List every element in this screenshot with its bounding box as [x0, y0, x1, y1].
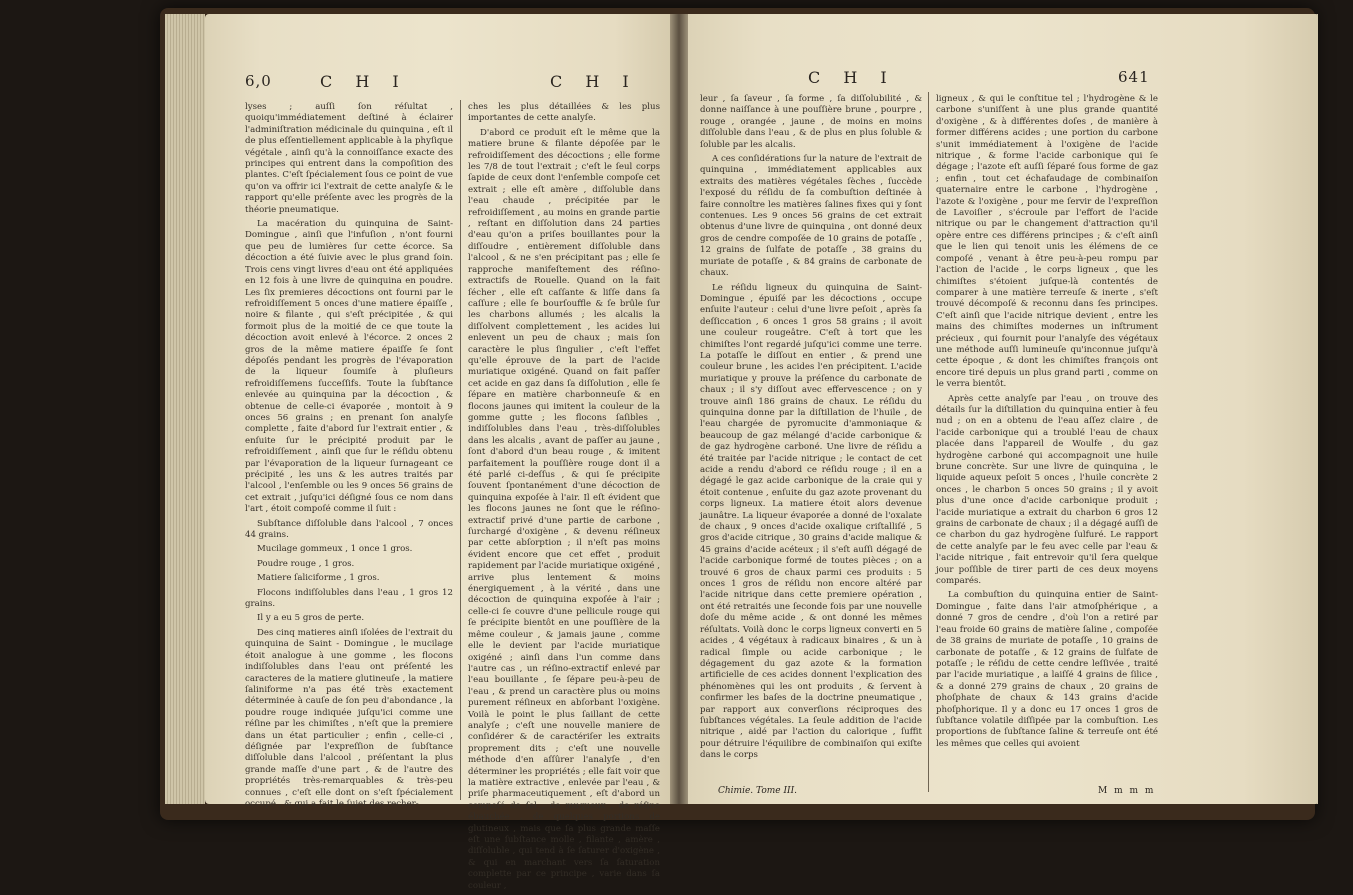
- right-running-head: C H I: [808, 68, 896, 87]
- right-column-2: [936, 94, 1158, 753]
- paragraph: Le réſidu ligneux du quinquina de Saint-Domingue , épuiſé par les décoctions , occupe enſuite l'auteur : celui d'une livre peſoit , après ſa deſſiccation , 6 onces 1 gros 58 grains ; il avoit une couleur rougeâtre. C'eſt à tort que les chimiſtes l'ont regardé juſqu'ici comme une terre. La potaſſe le diſſout en entier , & prend une couleur brune , les acides l'en précipitent. L'acide muriatique y prouve la préſence du carbonate de chaux ; il s'y diſſout avec effervescence ; on y trouve ainſi 186 grains de chaux. Le réſidu du quinquina donne par la diſtillation de l'huile , de l'eau chargée de pyromucite d'ammoniaque & beaucoup de gaz mélangé d'acide carbonique & de gaz hydrogène carboné. Une livre de réſidu a été traitée par l'acide nitrique ; le contact de cet acide a rendu d'abord ce réſidu rouge ; il en a dégagé le gaz acide carbonique de la craie qui y étoit contenue , enſuite du gaz azote provenant du corps ligneux. La matiere étoit alors devenue jaunâtre. La liqueur évaporée a donné de l'oxalate de chaux , 9 onces d'acide oxalique criſtalliſé , 5 gros d'acide citrique , 30 grains d'acide malique & 45 grains d'acide acéteux ; il s'eſt auſſi dégagé de l'acide carbonique formé de toutes pièces ; on a trouvé 6 gros de chaux parmi ces produits : 5 onces 1 gros de réſidu non encore altéré par l'acide nitrique dans cette premiere opération , ont été retraités une ſeconde fois par une nouvelle doſe du même acide , & ont donné les mêmes réſultats. Voilà donc le corps ligneux converti en 5 acides , 4 végétaux à radicaux binaires , & un à radical ſimple ou acide carbonique ; le dégagement du gaz azote & la formation artificielle de ces acides donnent l'explication des phénomènes qui les ont produits , & ſervent à confirmer les baſes de la doctrine pneumatique , par rapport aux converſions réciproques des ſubſtances végétales. La ſeule addition de l'acide nitrique , aidé par l'action du calorique , ſuffit pour détruire l'équilibre de combinaiſon qui exiſte dans le corps: [700, 282, 922, 761]
- page-footer: Chimie. Tome III.: [718, 786, 797, 796]
- center-running-head: C H I: [550, 72, 638, 91]
- list-item: Poudre rouge , 1 gros.: [257, 558, 355, 569]
- signature-mark: M m m m: [1098, 786, 1156, 796]
- left-running-head: C H I: [320, 72, 408, 91]
- paragraph: Des cinq matieres ainſi iſolées de l'extrait du quinquina de Saint - Domingue , le mucilage étoit analogue à une gomme , les flocons indiſſolubles dans l'eau ont préſenté les caracteres de la matiere glutineuſe , la matiere ſaliniforme n'a pas été très exactement déterminée à cauſe de ſon peu d'abondance , la poudre rouge indiquée juſqu'ici comme une réſine par les chimiſtes , n'eſt que la premiere dans un état particulier ; enfin , celle-ci , déſignée par l'expreſſion de ſubſtance diſſoluble dans l'alcool , préſentant la plus grande maſſe d'une part , & de l'autre des propriétés très-remarquables & très-peu connues , c'eſt elle dont on s'eſt ſpécialement occupé , & qui a fait le ſujet des recher-: [245, 627, 453, 809]
- list-item: Il y a eu 5 gros de perte.: [257, 613, 365, 624]
- paragraph: leur , ſa ſaveur , ſa forme , ſa diſſolubilité , & donne naiſſance à une pouſſière brune , pourpre , rouge , orangée , jaune , de moins en moins diſſoluble dans l'eau , & de plus en plus ſoluble & ſoluble par les alcalis.: [700, 94, 922, 150]
- paragraph: ligneux , & qui le conſtitue tel ; l'hydrogène & le carbone s'uniſſent à une plus grande quantité d'oxigène , & à différentes doſes , de manière à former différens acides ; une portion du carbone s'unit immédiatement à l'oxigène de l'acide nitrique , & forme l'acide carbonique qui ſe dégage ; l'azote eſt auſſi ſéparé ſous forme de gaz ; enfin , tout cet échafaudage de combinaiſon quaternaire entre le carbone , l'hydrogène , l'azote & l'oxigène , pour me ſervir de l'expreſſion de Lavoiſier , s'écroule par l'effort de l'acide nitrique ou par le changement d'attraction qu'il opère entre ces différens principes ; & c'eſt ainſi que le lien qui tenoit unis les élémens de ce compoſé , venant à être peu-à-peu rompu par l'action de l'acide , le corps ligneux , que les chimiſtes s'étoient juſque-là contentés de comparer à une matière terreuſe & inerte , s'eſt trouvé décompoſé & reconnu dans ſes principes. C'eſt ainſi que l'acide nitrique devient , entre les mains des chimiſtes modernes un inſtrument précieux , qui fournit pour l'analyſe des végétaux une méthode auſſi lumineuſe qu'inconnue juſqu'à cette époque , & dont les chimiſtes françois ont encore tiré depuis un plus grand parti , comme on le verra bientôt.: [936, 94, 1158, 390]
- paragraph: Après cette analyſe par l'eau , on trouve des détails ſur la diſtillation du quinquina entier à feu nud ; on en a obtenu de l'eau aſſez claire , de l'acide carbonique qui a troublé l'eau de chaux placée dans l'appareil de Woulfe , du gaz hydrogène carboné qui accompagnoit une huile brune concrète. Sur une livre de quinquina , le liquide aqueux peſoit 5 onces , l'huile concrète 2 onces , le charbon 5 onces 50 grains ; il y avoit plus d'une once d'acide carbonique produit ; l'acide muriatique a extrait du charbon 6 gros 12 grains de carbonate de chaux ; il a dégagé auſſi de ce charbon du gaz hydrogène ſulfuré. Le rapport de cette analyſe par le feu avec celle par l'eau & l'acide nitrique , fait entrevoir qu'il ſera quelque jour poſſible de tirer parti de ces deux moyens comparés.: [936, 393, 1158, 587]
- left-column-2: [468, 102, 660, 895]
- list-item: Mucilage gommeux , 1 once 1 gros.: [257, 544, 413, 555]
- list-item: Matiere ſaliciforme , 1 gros.: [257, 573, 380, 584]
- right-page-number: 641: [1118, 68, 1150, 86]
- list-item: Flocons indiſſolubles dans l'eau , 1 gros 12 grains.: [245, 587, 453, 610]
- right-column-1: [700, 94, 922, 765]
- paragraph: lyses ; auſſi ſon réſultat , quoiqu'immédiatement deſtiné à éclairer l'adminiſtration médicinale du quinquina , eſt il de plus eſſentiellement applicable à la phyſique végétale , ainſi qu'à la connoiſſance exacte des principes qui entrent dans la compoſition des plantes. C'eſt ſpécialement ſous ce point de vue qu'on va offrir ici l'extrait de cette analyſe & le rapport qu'elle préſente avec les progrès de la théorie pneumatique.: [245, 102, 453, 215]
- column-divider: [460, 100, 461, 800]
- page-edges-left: [165, 14, 205, 804]
- column-divider: [928, 92, 929, 792]
- paragraph: D'abord ce produit eſt le même que la matiere brune & filante dépoſée par le refroidiſſement des décoctions ; elle forme les 7/8 de tout l'extrait ; c'eſt le ſeul corps ſapide de ceux dont l'enſemble compoſe cet extrait ; elle eſt amère , diſſoluble dans l'eau chaude , précipitée par le refroidiſſement , au moins en grande partie , reſtant en diſſolution dans 24 parties d'eau qu'on a priſes bouillantes pour la diſſoudre , entièrement diſſoluble dans l'alcool , & ne s'en précipitant pas ; elle ſe rapproche manifeſtement des réſino-extractifs de Rouelle. Quand on la fait ſécher , elle eſt caſſante & liſſe dans ſa caſſure ; elle ſe bourſouffle & ſe brûle ſur les charbons allumés ; les alcalis la diſſolvent complettement , les acides lui enlevent un peu de chaux ; mais ſon caractère le plus ſingulier , c'eſt l'effet qu'elle éprouve de la part de l'acide muriatique oxigéné. Quand on fait paſſer cet acide en gaz dans ſa diſſolution , elle ſe ſépare en matière charbonneuſe & en flocons jaunes qui imitent la couleur de la gomme gutte ; les flocons ſaſibles , indiſſolubles dans l'eau , très-diſſolubles dans les alcalis , avant de paſſer au jaune , ſont d'abord d'un beau rouge , & imitent parfaitement la pouſſière rouge dont il a été parlé ci-deſſus , & qui ſe précipite ſouvent ſpontanément d'une décoction de quinquina expoſée à l'air. Il eſt évident que les flocons jaunes ne ſont que le réſino-extractif privé d'une partie de carbone , ſurchargé d'oxigène , & devenu réſineux par cette abſorption ; il n'eſt pas moins évident encore que cet effet , produit rapidement par l'acide muriatique oxigéné , arrive plus lentement & moins énergiquement , à la vérité , dans une décoction de quinquina expoſée à l'air ; celle-ci ſe couvre d'une pellicule rouge qui ſe précipite bientôt en une pouſſière de la même couleur , & jamais jaune , comme elle le devient par l'acide muriatique oxigéné ; ainſi dans l'un comme dans l'autre cas , un réſino-extractif enlevé par l'eau bouillante , ſe ſépare peu-à-peu de l'eau , & prend un caractère plus ou moins purement réſineux en abſorbant l'oxigène. Voilà le point le plus ſaillant de cette analyſe ; c'eſt une nouvelle maniere de conſidérer & de caractériſer les extraits proprement dits ; c'eſt une nouvelle méthode d'en aſſûrer l'analyſe , d'en déterminer les propriétés ; elle fait voir que la matière extractive , enlevée par l'eau , & priſe pharmaceutiquement , eſt d'abord un compoſé de ſel , de muqueux , de réſine ébauchée , de quelques portions de glutineux , mais que ſa plus grande maſſe eſt une ſubſtance molle , filante , amère , diſſoluble , qui tend à ſe ſaturer d'oxigène , & qui en marchant vers ſa ſaturation complette par ce principe , varie dans ſa couleur ,: [468, 127, 660, 891]
- paragraph: ches les plus détaillées & les plus importantes de cette analyſe.: [468, 102, 660, 124]
- list-item: Subſtance diſſoluble dans l'alcool , 7 onces 44 grains.: [245, 518, 453, 541]
- paragraph: A ces conſidérations ſur la nature de l'extrait de quinquina , immédiatement applicables aux extraits des matières végétales ſèches , ſuccède l'exposé du réſidu de ſa combuſtion deſtinée à faire connoître les matières ſalines fixes qui y ſont contenues. Les 9 onces 56 grains de cet extrait obtenus d'une livre de quinquina , ont donné deux gros de cendre compoſée de 10 grains de potaſſe , 12 grains de ſulfate de potaſſe , 38 grains du muriate de potaſſe , & 84 grains de carbonate de chaux.: [700, 154, 922, 279]
- left-column-1: [245, 102, 453, 813]
- book-gutter: [670, 14, 688, 804]
- paragraph: La combuſtion du quinquina entier de Saint-Domingue , faite dans l'air atmoſphérique , a donné 7 gros de cendre , d'où l'on a retiré par l'eau froide 60 grains de matière ſaline , compoſée de 38 grains de muriate de potaſſe , 10 grains de carbonate de potaſſe , & 12 grains de ſulfate de potaſſe ; le réſidu de cette cendre leſſivée , traité par l'acide muriatique , a laiſſé 4 grains de ſilice , & a donné 279 grains de chaux , 20 grains de phoſphate de chaux & 143 grains d'acide phoſphorique. Il y a donc eu 17 onces 1 gros de ſubſtance volatile diſſipée par la combuſtion. Les proportions de ſubſtance ſaline & terreuſe ont été les mêmes que celles qui avoient: [936, 590, 1158, 749]
- paragraph: La macération du quinquina de Saint-Domingue , ainſi que l'infuſion , n'ont fourni que peu de lumières ſur cette écorce. Sa décoction a été ſuivie avec le plus grand ſoin. Trois cens vingt livres d'eau ont été appliquées en 12 fois à une livre de quinquina en poudre. Les ſix premieres décoctions ont fourni par le refroidiſſement 5 onces d'une matiere épaiſſe , noire & filante , qui s'eſt précipitée , & qui formoit plus de la moitié de ce que toute la décoction avoit enlevé à l'écorce. 2 onces 2 gros de la même matiere épaiſſe ſe ſont dépoſés pendant les progrès de l'évaporation de la liqueur ſoumiſe à pluſieurs refroidiſſemens ſucceſſifs. Toute la ſubſtance enlevée au quinquina par la décoction , & obtenue de celle-ci évaporée , montoit à 9 onces 56 grains ; en prenant ſon analyſe complette , faite d'abord ſur l'extrait entier , & enſuite ſur le précipité produit par le refroidiſſement , ainſi que ſur le réſidu obtenu par l'évaporation de la liqueur ſurnageant ce précipité , les uns & les autres traités par l'alcool , l'enſemble ou les 9 onces 56 grains de cet extrait , juſqu'ici déſigné ſous ce nom dans l'art , étoit compoſé comme il ſuit :: [245, 219, 453, 515]
- left-page: [205, 14, 670, 891]
- right-page: [688, 14, 1318, 804]
- left-page-number: 6,0: [245, 72, 272, 90]
